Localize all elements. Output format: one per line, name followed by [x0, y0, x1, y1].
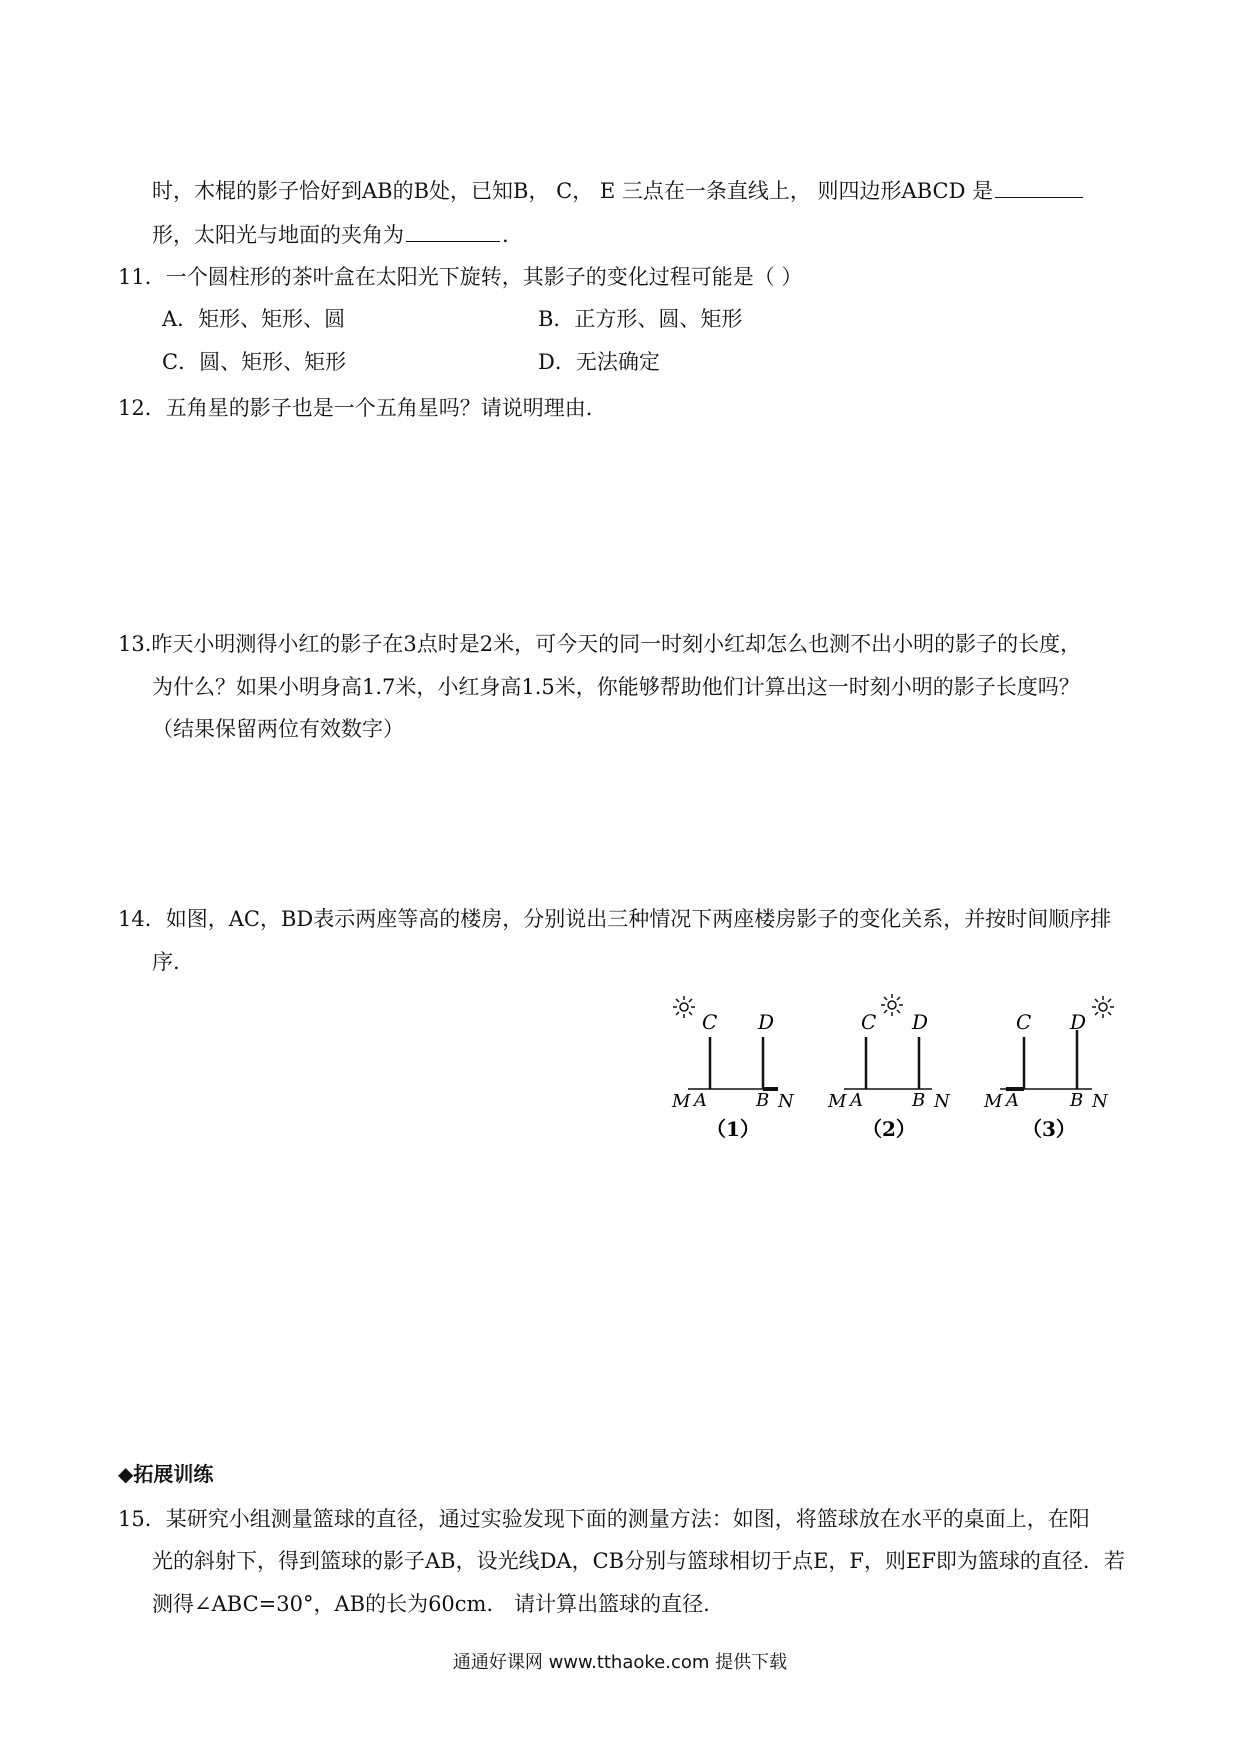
sun-icon: [1092, 996, 1114, 1018]
q15-line2: 光的斜射下，得到篮球的影子AB，设光线DA，CB分别与篮球相切于点E，F，则EF即为篮球的直径．若: [152, 1549, 1125, 1573]
q10-line2: [152, 219, 509, 250]
q14-line1: 14．如图，AC，BD表示两座等高的楼房，分别说出三种情况下两座楼房影子的变化关系，并按时间顺序排: [118, 907, 1112, 931]
label-d: D: [758, 1010, 775, 1034]
q10-line2-end: .: [502, 223, 509, 247]
buildings-shadow-figure: [660, 990, 1140, 1160]
page-footer: 通通好课网 www.tthaoke.com 提供下载: [452, 1652, 788, 1673]
q13-line2: 为什么？如果小明身高1.7米，小红身高1.5米，你能够帮助他们计算出这一时刻小明的影子长度吗？: [152, 675, 1080, 699]
answer-blank-angle[interactable]: [406, 219, 500, 242]
label-d: D: [1070, 1010, 1087, 1034]
q10-line1-text: 时，木棍的影子恰好到AB的B处，已知B， C， E 三点在一条直线上， 则四边形ABCD 是: [152, 179, 994, 203]
label-b: B: [1070, 1090, 1084, 1111]
label-c: C: [1016, 1010, 1032, 1034]
label-n: N: [934, 1091, 950, 1112]
label-a: A: [1006, 1090, 1019, 1111]
label-n: N: [1092, 1091, 1108, 1112]
label-d: D: [912, 1010, 929, 1034]
q10-line1: [152, 175, 1085, 206]
figure-panel-1: [671, 996, 795, 1141]
q10-line2-text: 形，太阳光与地面的夹角为: [152, 223, 404, 247]
label-a: A: [694, 1090, 707, 1111]
q13-line3: （结果保留两位有效数字）: [152, 717, 404, 741]
q13-line1: 13.昨天小明测得小红的影子在3点时是2米，可今天的同一时刻小红却怎么也测不出小明的影子的长度，: [118, 632, 1082, 656]
label-n: N: [778, 1091, 794, 1112]
label-a: A: [850, 1090, 863, 1111]
label-m: M: [828, 1091, 847, 1112]
q11-option-c: C．圆、矩形、矩形: [162, 350, 347, 374]
sun-icon: [881, 994, 903, 1016]
answer-blank-shape[interactable]: [995, 175, 1083, 198]
label-m: M: [672, 1091, 691, 1112]
q15-line3: 测得∠ABC=30°，AB的长为60cm． 请计算出篮球的直径.: [152, 1592, 710, 1616]
q11-stem: 11．一个圆柱形的茶叶盒在太阳光下旋转，其影子的变化过程可能是（ ）: [118, 265, 803, 289]
label-b: B: [912, 1090, 926, 1111]
q11-option-d: D．无法确定: [538, 350, 660, 374]
q11-option-a: A．矩形、矩形、圆: [162, 307, 346, 331]
q11-option-b: B．正方形、圆、矩形: [538, 307, 743, 331]
figure-panel-2: [827, 994, 951, 1141]
caption-1: （1）: [706, 1117, 760, 1141]
caption-3: （3）: [1022, 1117, 1076, 1141]
section-title: ◆拓展训练: [118, 1462, 214, 1486]
q14-line2: 序.: [152, 950, 180, 974]
label-m: M: [984, 1091, 1003, 1112]
caption-2: （2）: [862, 1117, 916, 1141]
q12-stem: 12．五角星的影子也是一个五角星吗？请说明理由.: [118, 396, 593, 420]
label-c: C: [702, 1010, 718, 1034]
label-c: C: [861, 1010, 877, 1034]
sun-icon: [673, 996, 695, 1018]
label-b: B: [756, 1090, 770, 1111]
q15-line1: 15．某研究小组测量篮球的直径，通过实验发现下面的测量方法：如图，将篮球放在水平的桌面上，在阳: [118, 1507, 1090, 1531]
figure-panel-3: [983, 996, 1114, 1141]
